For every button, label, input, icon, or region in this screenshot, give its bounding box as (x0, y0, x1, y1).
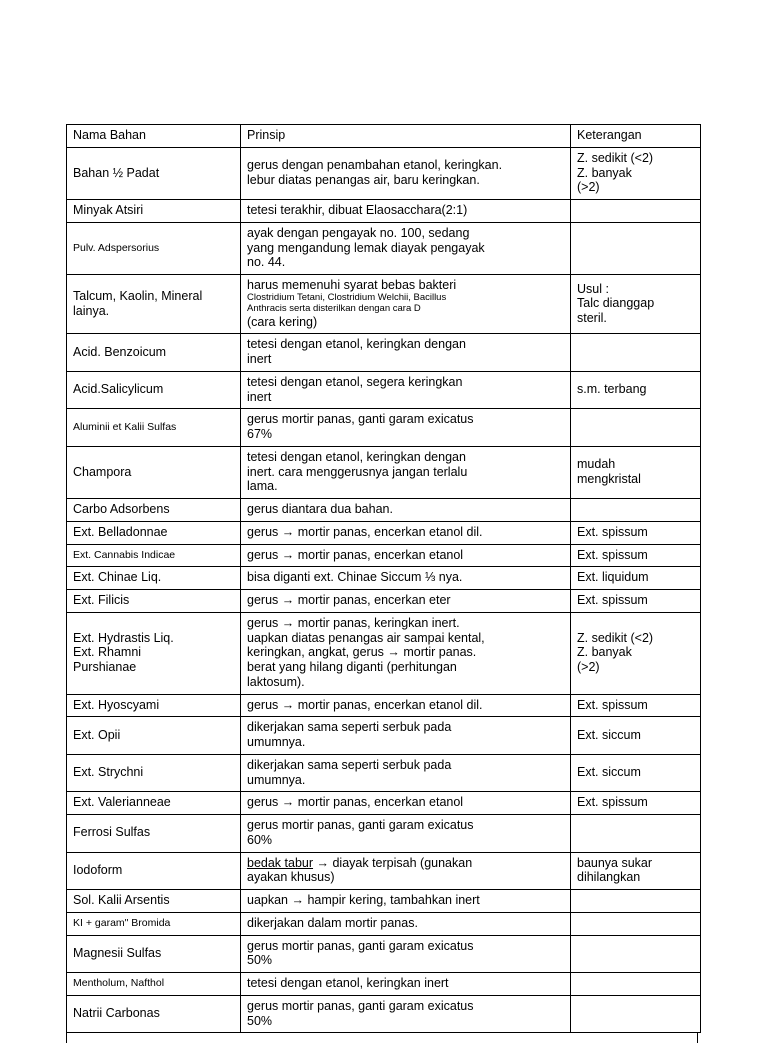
table-row (67, 890, 701, 913)
text: gerus → mortir panas, keringkan inert. (247, 615, 460, 630)
text: KI + garam" Bromida (73, 917, 171, 930)
cell-keterangan (571, 334, 701, 372)
table-header (67, 125, 701, 148)
text: steril. (577, 311, 607, 326)
table-row (67, 409, 701, 447)
text: Ext. Cannabis Indicae (73, 548, 176, 561)
text: dikerjakan sama seperti serbuk pada (247, 757, 452, 772)
cell-prinsip (241, 612, 571, 694)
text: Z. sedikit (<2) (577, 150, 654, 165)
cell-nama-bahan (67, 334, 241, 372)
text: 60% (247, 832, 273, 847)
text: (>2) (577, 180, 600, 195)
cell-prinsip (241, 275, 571, 334)
text: Ext. Valerianneae (73, 795, 171, 810)
text: Magnesii Sulfas (73, 945, 162, 960)
cell-nama-bahan (67, 612, 241, 694)
text: 67% (247, 427, 273, 442)
text: gerus mortir panas, ganti garam exicatus (247, 818, 474, 833)
cell-prinsip (241, 912, 571, 935)
table-row (67, 694, 701, 717)
text: harus memenuhi syarat bebas bakteri (247, 278, 457, 292)
table-row (67, 147, 701, 199)
cell-nama-bahan (67, 200, 241, 223)
cell-prinsip (241, 222, 571, 274)
cell-keterangan (571, 973, 701, 996)
cell-keterangan (571, 567, 701, 590)
text: s.m. terbang (577, 382, 647, 397)
cell-prinsip (241, 334, 571, 372)
cell-keterangan (571, 852, 701, 890)
text: Ext. siccum (577, 727, 641, 742)
text: gerus → mortir panas, encerkan etanol (247, 795, 464, 810)
cell-keterangan (571, 995, 701, 1033)
table-row (67, 973, 701, 996)
cell-nama-bahan (67, 694, 241, 717)
cell-nama-bahan (67, 590, 241, 613)
text: lama. (247, 479, 278, 494)
cell-keterangan (571, 754, 701, 792)
cell-nama-bahan (67, 275, 241, 334)
text: Z. banyak (577, 165, 632, 180)
cell-nama-bahan (67, 409, 241, 447)
text: tetesi terakhir, dibuat Elaosacchara(2:1) (247, 203, 468, 217)
cell-nama-bahan (67, 995, 241, 1033)
text: Pulv. Adspersorius (73, 241, 160, 254)
cell-keterangan (571, 371, 701, 409)
text: Clostridium Tetani, Clostridium Welchii, Bacillus (247, 291, 447, 303)
text: tetesi dengan etanol, keringkan inert (247, 976, 449, 991)
cell-nama-bahan (67, 717, 241, 755)
cell-nama-bahan (67, 754, 241, 792)
table-row (67, 499, 701, 522)
text: ayak dengan pengayak no. 100, sedang (247, 225, 470, 240)
text: 50% (247, 953, 273, 968)
materials-table (66, 124, 701, 1033)
cell-nama-bahan (67, 499, 241, 522)
text: 50% (247, 1013, 273, 1028)
text: lebur diatas penangas air, baru keringkan. (247, 172, 480, 187)
text: Ext. spissum (577, 697, 648, 712)
text: Aluminii et Kalii Sulfas (73, 420, 177, 433)
cell-prinsip (241, 409, 571, 447)
materials-table-container (66, 124, 700, 1043)
table-row (67, 995, 701, 1033)
cell-nama-bahan (67, 973, 241, 996)
cell-keterangan (571, 694, 701, 717)
text: Ext. Opii (73, 727, 121, 742)
text: Ferrosi Sulfas (73, 825, 151, 840)
text: yang mengandung lemak diayak pengayak (247, 240, 485, 255)
text: Iodoform (73, 862, 123, 877)
table-row (67, 612, 701, 694)
text: Ext. Strychni (73, 765, 144, 780)
cell-prinsip (241, 852, 571, 890)
table-row (67, 275, 701, 334)
text: → diayak terpisah (gunakan (313, 855, 473, 870)
cell-keterangan (571, 792, 701, 815)
cell-keterangan (571, 890, 701, 913)
text: Talcum, Kaolin, Mineral lainya. (73, 288, 203, 318)
text: gerus mortir panas, ganti garam exicatus (247, 998, 474, 1013)
cell-prinsip (241, 521, 571, 544)
text: (>2) (577, 660, 600, 675)
cell-nama-bahan (67, 222, 241, 274)
text: gerus → mortir panas, encerkan etanol dil. (247, 524, 483, 539)
cell-keterangan (571, 521, 701, 544)
text: (cara kering) (247, 314, 318, 329)
cell-nama-bahan (67, 815, 241, 853)
cell-prinsip (241, 590, 571, 613)
text: Ext. spissum (577, 593, 648, 608)
text: Ext. liquidum (577, 570, 649, 585)
table-row (67, 371, 701, 409)
text: tetesi dengan etanol, segera keringkan (247, 374, 463, 389)
text: uapkan → hampir kering, tambahkan inert (247, 893, 480, 908)
cell-keterangan (571, 717, 701, 755)
text: dikerjakan dalam mortir panas. (247, 915, 418, 930)
cell-nama-bahan (67, 371, 241, 409)
text: gerus mortir panas, ganti garam exicatus (247, 938, 474, 953)
table-row (67, 200, 701, 223)
text: tetesi dengan etanol, keringkan dengan (247, 337, 466, 352)
text: Ext. spissum (577, 795, 648, 810)
cell-keterangan (571, 544, 701, 567)
cell-prinsip (241, 935, 571, 973)
text: inert (247, 352, 272, 367)
text: Bahan ½ Padat (73, 165, 160, 180)
text: gerus → mortir panas, encerkan eter (247, 593, 451, 608)
cell-prinsip (241, 544, 571, 567)
cell-nama-bahan (67, 890, 241, 913)
cell-prinsip (241, 371, 571, 409)
text: keringkan, angkat, gerus → mortir panas. (247, 645, 477, 660)
cell-nama-bahan (67, 521, 241, 544)
table-row (67, 754, 701, 792)
text-underlined: bedak tabur (247, 855, 314, 870)
table-row (67, 567, 701, 590)
text: Ext. Rhamni (73, 645, 142, 660)
text: Ext. spissum (577, 524, 648, 539)
cell-keterangan (571, 499, 701, 522)
table-body (67, 147, 701, 1033)
text: mudah (577, 457, 616, 472)
text: ayakan khusus) (247, 870, 335, 885)
cell-prinsip (241, 754, 571, 792)
text: gerus → mortir panas, encerkan etanol (247, 547, 464, 562)
cell-nama-bahan (67, 446, 241, 498)
text: Ext. Hydrastis Liq. (73, 630, 174, 645)
cell-prinsip (241, 567, 571, 590)
text: bisa diganti ext. Chinae Siccum ⅓ nya. (247, 570, 463, 585)
text: Usul : (577, 281, 609, 296)
table-row (67, 852, 701, 890)
table-row (67, 935, 701, 973)
cell-prinsip (241, 792, 571, 815)
cell-keterangan (571, 275, 701, 334)
text: gerus mortir panas, ganti garam exicatus (247, 412, 474, 427)
cell-prinsip (241, 499, 571, 522)
table-row (67, 717, 701, 755)
text: baunya sukar (577, 855, 653, 870)
cell-prinsip (241, 973, 571, 996)
text: Minyak Atsiri (73, 203, 144, 217)
cell-keterangan (571, 222, 701, 274)
text: uapkan diatas penangas air sampai kental, (247, 630, 485, 645)
text: Purshianae (73, 660, 137, 675)
cell-prinsip (241, 147, 571, 199)
cell-nama-bahan (67, 567, 241, 590)
text: Talc dianggap (577, 296, 655, 311)
cell-prinsip (241, 717, 571, 755)
cell-nama-bahan (67, 147, 241, 199)
text: Ext. spissum (577, 547, 648, 562)
text: gerus diantara dua bahan. (247, 502, 393, 517)
text: Acid. Benzoicum (73, 344, 167, 359)
cell-keterangan (571, 912, 701, 935)
cell-keterangan (571, 200, 701, 223)
text: Sol. Kalii Arsentis (73, 893, 170, 908)
text: Carbo Adsorbens (73, 502, 170, 517)
text: gerus → mortir panas, encerkan etanol dil. (247, 697, 483, 712)
text: Natrii Carbonas (73, 1006, 160, 1021)
text: Ext. Hyoscyami (73, 697, 160, 712)
table-header-row (67, 125, 701, 148)
table-row (67, 446, 701, 498)
cell-keterangan (571, 815, 701, 853)
column-header-keterangan: Keterangan (571, 125, 701, 148)
table-row (67, 912, 701, 935)
column-header-nama-bahan: Nama Bahan (67, 125, 241, 148)
text: Mentholum, Nafthol (73, 977, 165, 990)
cell-nama-bahan (67, 912, 241, 935)
table-row (67, 334, 701, 372)
text: no. 44. (247, 255, 286, 270)
table-row (67, 792, 701, 815)
cell-prinsip (241, 995, 571, 1033)
cell-keterangan (571, 612, 701, 694)
cell-prinsip (241, 200, 571, 223)
cell-prinsip (241, 446, 571, 498)
cell-keterangan (571, 446, 701, 498)
text: berat yang hilang diganti (perhitungan (247, 660, 457, 675)
cell-nama-bahan (67, 935, 241, 973)
text: Ext. Filicis (73, 593, 130, 608)
text: Champora (73, 464, 132, 479)
text: umumnya. (247, 772, 306, 787)
cell-prinsip (241, 694, 571, 717)
text: Ext. Belladonnae (73, 524, 168, 539)
table-row (67, 521, 701, 544)
cell-nama-bahan (67, 792, 241, 815)
text: dihilangkan (577, 870, 641, 885)
text: gerus dengan penambahan etanol, keringkan. (247, 158, 503, 173)
text: inert (247, 389, 272, 404)
cell-nama-bahan (67, 544, 241, 567)
cell-keterangan (571, 590, 701, 613)
text: mengkristal (577, 471, 641, 486)
text: Ext. siccum (577, 765, 641, 780)
text: umumnya. (247, 735, 306, 750)
text: Acid.Salicylicum (73, 382, 164, 397)
text: dikerjakan sama seperti serbuk pada (247, 720, 452, 735)
text: Anthracis serta disterilkan dengan cara D (247, 302, 421, 314)
column-header-prinsip: Prinsip (241, 125, 571, 148)
text: laktosum). (247, 674, 305, 689)
cell-prinsip (241, 890, 571, 913)
text: tetesi dengan etanol, keringkan dengan (247, 449, 466, 464)
text: Z. banyak (577, 645, 632, 660)
cell-prinsip (241, 815, 571, 853)
cell-keterangan (571, 147, 701, 199)
cell-keterangan (571, 409, 701, 447)
table-row (67, 222, 701, 274)
table-continuation-edge (66, 1033, 698, 1043)
cell-keterangan (571, 935, 701, 973)
text: inert. cara menggerusnya jangan terlalu (247, 464, 468, 479)
cell-nama-bahan (67, 852, 241, 890)
table-row (67, 544, 701, 567)
text: Z. sedikit (<2) (577, 630, 654, 645)
table-row (67, 590, 701, 613)
text: Ext. Chinae Liq. (73, 570, 162, 585)
table-row (67, 815, 701, 853)
